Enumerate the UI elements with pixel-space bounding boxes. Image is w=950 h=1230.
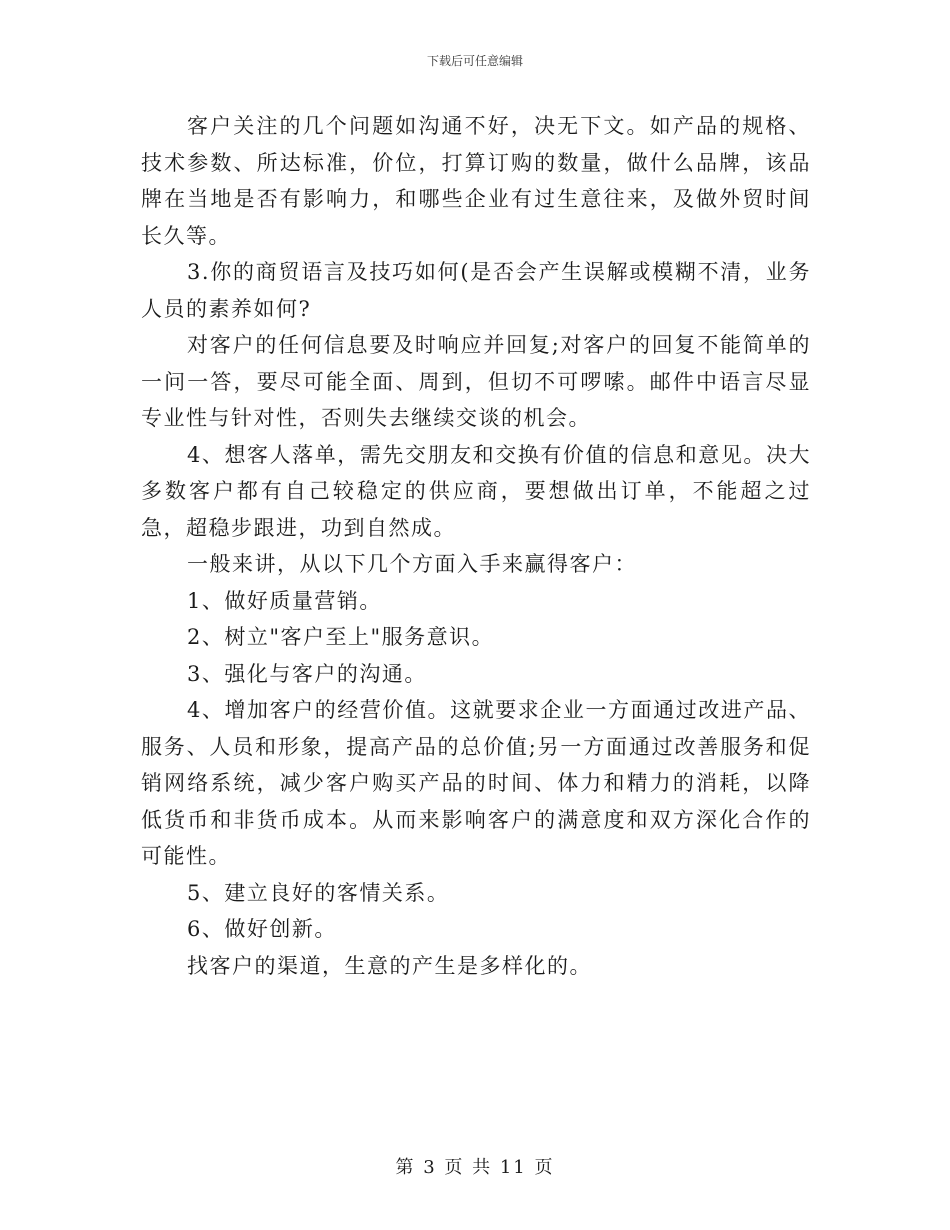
paragraph: 3.你的商贸语言及技巧如何(是否会产生误解或模糊不清，业务人员的素养如何?: [141, 260, 811, 321]
paragraph: 2、树立"客户至上"服务意识。: [187, 625, 495, 649]
page-number: 第 3 页 共 11 页: [395, 1157, 555, 1178]
paragraph: 3、强化与客户的沟通。: [187, 661, 427, 686]
paragraph: 1、做好质量营销。: [187, 588, 382, 613]
paragraph: 对客户的任何信息要及时响应并回复;对客户的回复不能简单的一问一答，要尽可能全面、周到，但切不可啰嗦。邮件中语言尽显专业性与针对性，否则失去继续交谈的机会。: [141, 333, 811, 430]
paragraph: 4、增加客户的经营价值。这就要求企业一方面通过改进产品、服务、人员和形象，提高产品的总价值;另一方面通过改善服务和促销网络系统，减少客户购买产品的时间、体力和精力的消耗，以降低货币和非货币成本。从而来影响客户的满意度和双方深化合作的可能性。: [141, 698, 811, 868]
paragraph: 找客户的渠道，生意的产生是多样化的。: [187, 953, 592, 978]
paragraph: 6、做好创新。: [187, 917, 337, 941]
paragraph: 一般来讲，从以下几个方面入手来赢得客户：: [187, 552, 637, 576]
paragraph: 4、想客人落单，需先交朋友和交换有价值的信息和意见。决大多数客户都有自己较稳定的供应商，要想做出订单，不能超之过急，超稳步跟进，功到自然成。: [141, 442, 811, 540]
document-body: [141, 108, 811, 984]
page-header-note: 下载后可任意编辑: [426, 54, 523, 68]
paragraph: 5、建立良好的客情关系。: [187, 880, 450, 905]
paragraph: 客户关注的几个问题如沟通不好，决无下文。如产品的规格、技术参数、所达标准，价位，打算订购的数量，做什么品牌，该品牌在当地是否有影响力，和哪些企业有过生意往来，及做外贸时间长久等。: [141, 114, 811, 248]
